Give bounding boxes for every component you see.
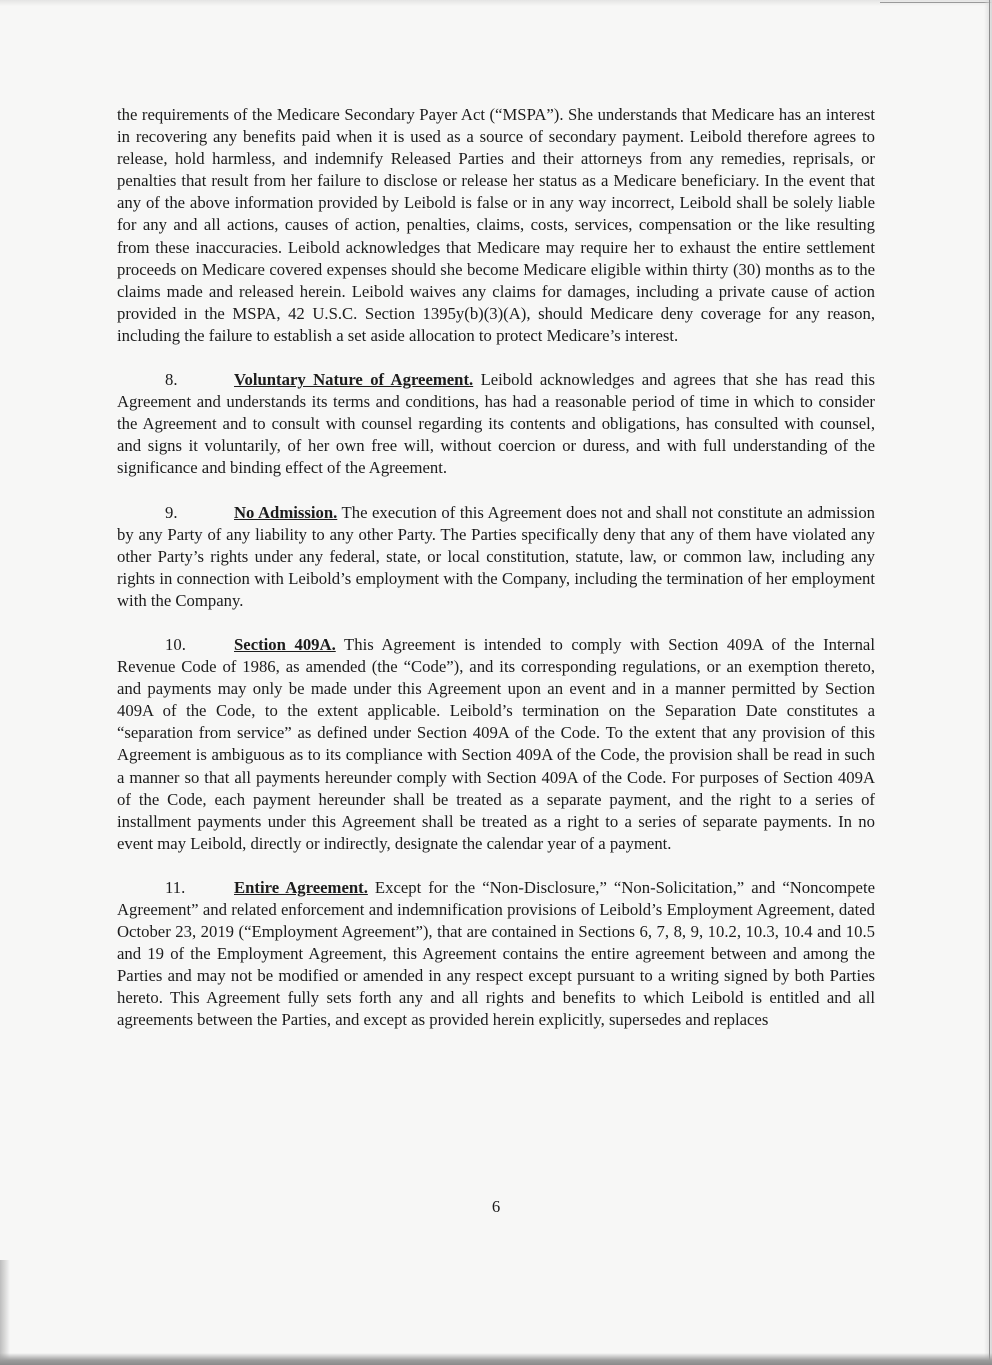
scan-edge-bottom — [0, 1353, 992, 1365]
paragraph-9-number: 9. — [165, 502, 178, 522]
scan-edge-right — [984, 0, 992, 1365]
paragraph-9 — [117, 502, 875, 612]
paragraph-11-text: Except for the “Non-Disclosure,” “Non-Solicitation,” and “Noncompete Agreement” and related enforcement and indemnification provisions of Leibold’s Employment Agreement, dated October 23, 2019 (“Employment Agreement”), that are contained in Sections 6, 7, 8, 9, 10.2, 10.3, 10.4 and 10.5 and 19 of the Employment Agreement, this Agreement contains the entire agreement between and among the Parties and may not be modified or amended in any respect except pursuant to a writing signed by both Parties hereto. This Agreement fully sets forth any and all rights and benefits to which Leibold is entitled and all agreements between the Parties, and except as provided herein explicitly, supersedes and replaces — [117, 877, 875, 1030]
paragraph-9-text: The execution of this Agreement does not and shall not constitute an admission by any Party of any liability to any other Party. The Parties specifically deny that any of them have violated any other Party’s rights under any federal, state, or local constitution, statute, law, or common law, including any rights in connection with Leibold’s employment with the Company, including the termination of her employment with the Company. — [117, 502, 876, 610]
paragraph-10-text: This Agreement is intended to comply with Section 409A of the Internal Revenue Code of 1986, as amended (the “Code”), and its corresponding regulations, or an exemption thereto, and payments may only be made under this Agreement upon an event and in a manner permitted by Section 409A of the Code, to the extent applicable. Leibold’s termination on the Separation Date constitutes a “separation from service” as defined under Section 409A of the Code. To the extent that any provision of this Agreement is ambiguous as to its compliance with Section 409A of the Code, the provision shall be read in such a manner so that all payments hereunder comply with Section 409A of the Code. For purposes of Section 409A of the Code, each payment hereunder shall be treated as a separate payment, and the right to a series of installment payments under this Agreement shall be treated as a right to a series of separate payments. In no event may Leibold, directly or indirectly, designate the calendar year of a payment. — [117, 634, 875, 853]
paragraph-10-number: 10. — [165, 634, 186, 654]
paragraph-10 — [117, 634, 875, 855]
scan-line-top — [880, 2, 992, 3]
paragraph-8 — [117, 369, 875, 479]
paragraph-10-heading: Section 409A. — [234, 634, 336, 654]
paragraph-8-number: 8. — [165, 370, 178, 390]
paragraph-11-number: 11. — [165, 877, 186, 897]
paragraph-11 — [117, 877, 875, 1032]
paragraph-7-text: the requirements of the Medicare Secondary Payer Act (“MSPA”). She understands that Medicare has an interest in recovering any benefits paid when it is used as a source of secondary payment. Leibold therefore agrees to release, hold harmless, and indemnify Released Parties and their attorneys from any remedies, reprisals, or penalties that result from her failure to disclose or release her status as a Medicare beneficiary. In the event that any of the above information provided by Leibold is false or in any way incorrect, Leibold shall be solely liable for any and all actions, causes of action, penalties, claims, costs, services, compensation or the like resulting from these inaccuracies. Leibold acknowledges that Medicare may require her to exhaust the entire settlement proceeds on Medicare covered expenses should she become Medicare eligible within thirty (30) months as to the claims made and released herein. Leibold waives any claims for damages, including a private cause of action provided in the MSPA, 42 U.S.C. Section 1395y(b)(3)(A), should Medicare deny coverage for any reason, including the failure to establish a set aside allocation to protect Medicare’s interest. — [117, 105, 875, 345]
scan-edge-top — [0, 0, 992, 6]
document-page — [117, 104, 875, 1054]
paragraph-7-continuation — [117, 104, 875, 347]
page-number: 6 — [491, 1197, 501, 1216]
scan-line-right — [989, 0, 990, 1365]
scan-edge-left — [0, 1260, 10, 1365]
paragraph-8-heading: Voluntary Nature of Agreement. — [234, 370, 474, 390]
paragraph-8-text: Leibold acknowledges and agrees that she has read this Agreement and understands its terms and conditions, has had a reasonable period of time in which to consider the Agreement and to consult with counsel regarding its contents and obligations, has consulted with counsel, and signs it voluntarily, of her own free will, without coercion or duress, and with full understanding of the significance and binding effect of the Agreement. — [117, 370, 875, 478]
paragraph-9-heading: No Admission. — [234, 502, 338, 522]
paragraph-11-heading: Entire Agreement. — [234, 877, 368, 897]
